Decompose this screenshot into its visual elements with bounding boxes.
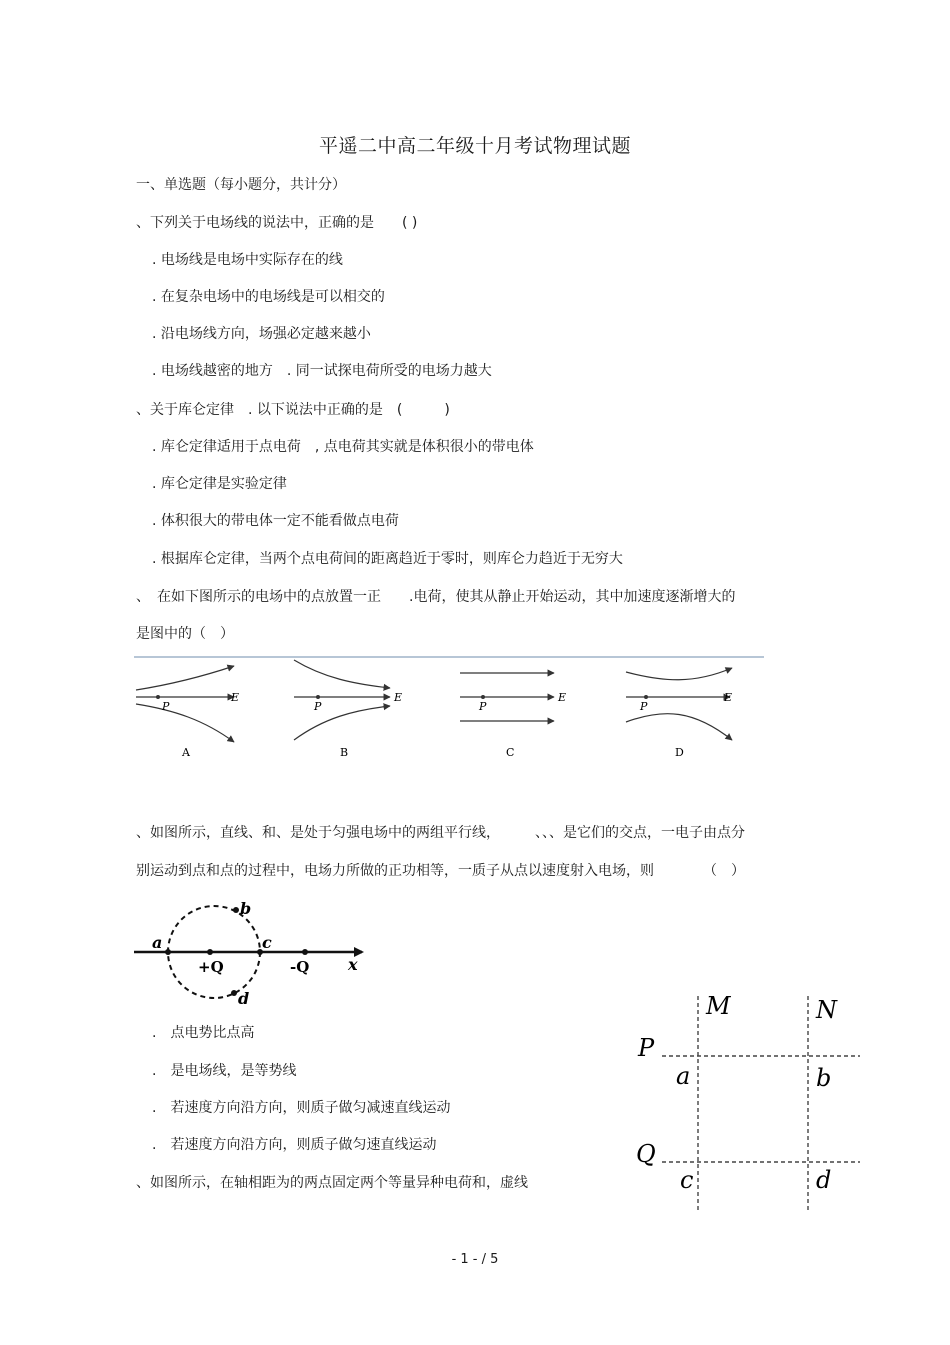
page-title: 平遥二中高二年级十月考试物理试题 bbox=[318, 135, 631, 157]
question-1-option: . 在复杂电场中的电场线是可以相交的 bbox=[152, 289, 385, 305]
label-n: N bbox=[816, 996, 837, 1024]
point-p bbox=[644, 695, 648, 699]
panel-label: A bbox=[182, 746, 190, 759]
panel-c bbox=[460, 673, 566, 759]
point-label: P bbox=[479, 700, 487, 713]
label-q: Q bbox=[636, 1140, 656, 1168]
point-label: P bbox=[314, 700, 322, 713]
svg-text:c: c bbox=[262, 933, 272, 952]
point-p bbox=[156, 695, 160, 699]
panel-a bbox=[136, 666, 239, 759]
field-label: E bbox=[394, 691, 403, 704]
question-4-option: . 点电势比点高 bbox=[152, 1025, 255, 1041]
question-2-stem: 、关于库仑定律 . 以下说法中正确的是 ( ) bbox=[136, 402, 450, 418]
panel-label: C bbox=[506, 746, 515, 759]
charge-minus bbox=[302, 949, 308, 955]
label-m: M bbox=[706, 992, 731, 1020]
question-1-option: . 沿电场线方向，场强必定越来越小 bbox=[152, 326, 371, 342]
svg-text:+Q: +Q bbox=[198, 958, 224, 976]
question-1-option: . 电场线是电场中实际存在的线 bbox=[152, 252, 343, 268]
point-a bbox=[165, 949, 171, 955]
point-b bbox=[233, 907, 239, 913]
charges-circle-figure bbox=[132, 896, 372, 1008]
panel-label: D bbox=[675, 746, 684, 759]
question-4-option: . 若速度方向沿方向，则质子做匀速直线运动 bbox=[152, 1137, 437, 1153]
svg-text:-Q: -Q bbox=[290, 958, 310, 976]
point-label: P bbox=[640, 700, 648, 713]
section-heading: 一、单选题（每小题分，共计分） bbox=[136, 177, 346, 193]
question-1-option: . 电场线越密的地方 . 同一试探电荷所受的电场力越大 bbox=[152, 363, 492, 379]
page-number: - 1 - / 5 bbox=[451, 1252, 499, 1267]
electric-field-lines-figure bbox=[134, 654, 766, 766]
field-label: E bbox=[231, 691, 240, 704]
question-2-option: . 体积很大的带电体一定不能看做点电荷 bbox=[152, 513, 399, 529]
svg-text:x: x bbox=[348, 955, 358, 974]
label-p: P bbox=[638, 1034, 655, 1062]
question-4-option: . 若速度方向沿方向，则质子做匀减速直线运动 bbox=[152, 1100, 451, 1116]
point-d bbox=[231, 990, 237, 996]
point-label: P bbox=[162, 700, 170, 713]
question-2-option: . 库仑定律是实验定律 bbox=[152, 476, 287, 492]
question-3-stem-line1: 、 在如下图所示的电场中的点放置一正 .电荷，使其从静止开始运动，其中加速度逐渐增大的 bbox=[136, 589, 736, 605]
label-d: d bbox=[816, 1166, 832, 1194]
label-a: a bbox=[676, 1062, 691, 1090]
question-3-stem-line2: 是图中的（ ） bbox=[136, 626, 234, 642]
field-label: E bbox=[558, 691, 567, 704]
panel-label: B bbox=[340, 746, 349, 759]
question-2-option: . 根据库仑定律，当两个点电荷间的距离趋近于零时，则库仑力趋近于无穷大 bbox=[152, 551, 623, 567]
point-p bbox=[481, 695, 485, 699]
parallel-lines-figure bbox=[632, 990, 867, 1215]
question-4-stem-line1: 、如图所示，直线、和、是处于匀强电场中的两组平行线， 、、、是它们的交点，一电子由点分 bbox=[136, 825, 745, 841]
question-1-stem: 、下列关于电场线的说法中，正确的是 ( ) bbox=[136, 215, 418, 231]
question-4-option: . 是电场线，是等势线 bbox=[152, 1063, 297, 1079]
svg-text:d: d bbox=[238, 989, 250, 1008]
point-p bbox=[316, 695, 320, 699]
label-b: b bbox=[816, 1064, 832, 1092]
svg-text:b: b bbox=[240, 899, 252, 918]
panel-d bbox=[626, 668, 732, 759]
question-5-stem: 、如图所示，在轴相距为的两点固定两个等量异种电荷和，虚线 bbox=[136, 1175, 528, 1191]
label-c: c bbox=[680, 1166, 694, 1194]
panel-b bbox=[294, 660, 402, 759]
svg-text:a: a bbox=[152, 933, 163, 952]
question-2-option: . 库仑定律适用于点电荷 , 点电荷其实就是体积很小的带电体 bbox=[152, 439, 534, 455]
question-4-stem-line2: 别运动到点和点的过程中，电场力所做的正功相等，一质子从点以速度射入电场，则 （ ） bbox=[136, 863, 745, 879]
field-label: E bbox=[724, 691, 733, 704]
charge-plus bbox=[207, 949, 213, 955]
